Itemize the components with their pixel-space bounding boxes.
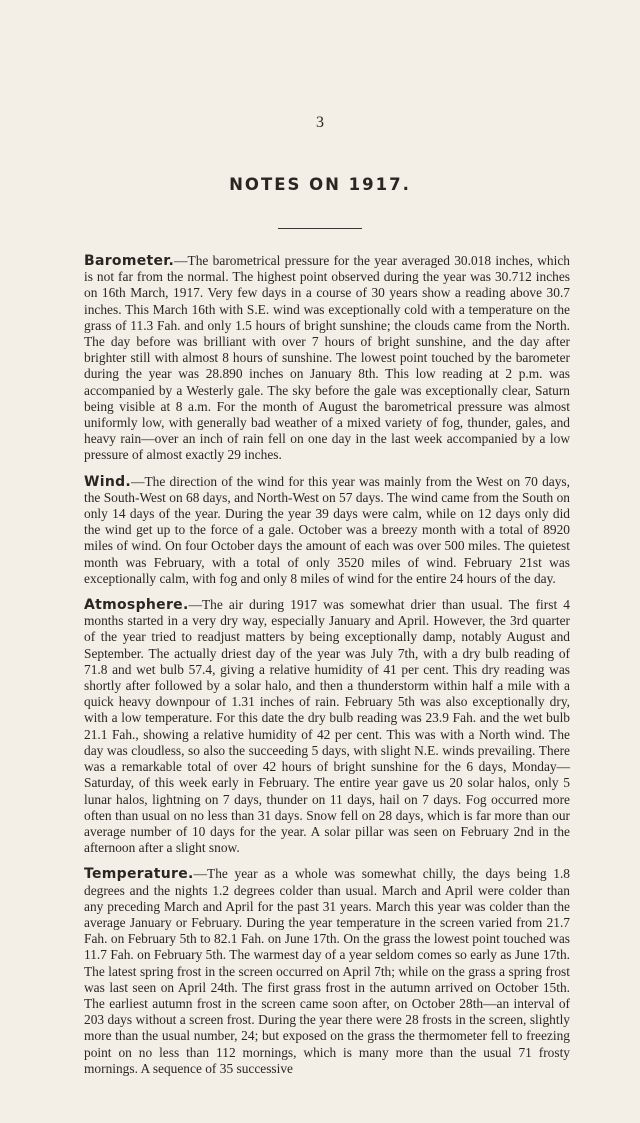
section-barometer [84, 253, 570, 464]
section-text: —The air during 1917 was somewhat drier than usual. The first 4 months started in a very dry way, especially January and April. However, the 3rd quarter of the year tried to readjust matters by being exceptionally damp, notably August and September. The actually driest day of the year was July 7th, with a dry bulb reading of 71.8 and wet bulb 57.4, giving a relative humidity of 41 per cent. This dry reading was shortly after followed by a solar halo, and then a thunderstorm within half a mile with a quick heavy downpour of 1.31 inches of rain. February 5th was also exceptionally dry, with a low temperature. For this date the dry bulb reading was 23.9 Fah. and the wet bulb 21.1 Fah., showing a relative humidity of 42 per cent. This was with a North wind. The day was cloudless, so also the succeeding 5 days, with slight N.E. winds prevailing. There was a remarkable total of over 42 hours of bright sunshine for the 6 days, Monday—Saturday, of this week early in February. The entire year gave us 20 solar halos, only 5 lunar halos, lightning on 7 days, thunder on 11 days, hail on 7 days. Fog occurred more often than usual on no less than 31 days. Snow fell on 28 days, which is far more than our average number of 10 days for the year. A solar pillar was seen on February 2nd in the afternoon after a slight snow. [84, 597, 570, 856]
section-temperature [84, 866, 570, 1077]
page-number: 3 [316, 114, 324, 131]
section-heading: Barometer. [84, 253, 175, 269]
section-wind [84, 474, 570, 587]
section-text: —The barometrical pressure for the year averaged 30.018 inches, which is not far from the normal. The highest point observed during the year was 30.712 inches on 16th March, 1917. Very few days in a course of 30 years show a reading above 30.7 inches. This March 16th with S.E. wind was exceptionally cold with a temperature on the grass of 11.3 Fah. and only 1.5 hours of bright sunshine; the clouds came from the North. The day before was brilliant with over 7 hours of bright sunshine, and the day after brighter still with almost 8 hours of sunshine. The lowest point touched by the barometer during the year was 28.890 inches on January 8th. This low reading at 2 p.m. was accompanied by a Westerly gale. The sky before the gale was exceptionally clear, Saturn being visible at 8 a.m. For the month of August the barometrical pressure was almost uniformly low, with generally bad weather of a mixed variety of fog, thunder, gales, and heavy rain—over an inch of rain fell on one day in the last week accompanied by a low pressure of almost exactly 29 inches. [84, 253, 570, 463]
section-heading: Atmosphere. [84, 597, 189, 614]
section-text: —The year as a whole was somewhat chilly, the days being 1.8 degrees and the nights 1.2 degrees colder than usual. March and April were colder than any preceding March and April for the past 31 years. March this year was colder than the average January or February. During the year temperature in the screen varied from 21.7 Fah. on February 5th to 82.1 Fah. on June 17th. On the grass the lowest point touched was 11.7 Fah. on February 5th. The warmest day of a year seldom comes so early as June 17th. The latest spring frost in the screen occurred on April 7th; while on the grass a spring frost was last seen on April 24th. The first grass frost in the autumn arrived on October 15th. The earliest autumn frost in the screen came soon after, on October 28th—an interval of 203 days without a screen frost. During the year there were 28 frosts in the screen, slightly more than the usual number, 24; but exposed on the grass the thermometer fell to freezing point on no less than 112 mornings, which is many more than the usual 71 frosty mornings. A sequence of 35 successive [84, 866, 570, 1076]
section-atmosphere [84, 597, 570, 856]
page-title: NOTES ON 1917. [229, 175, 411, 194]
notes-body [84, 253, 570, 1087]
section-text: —The direction of the wind for this year was mainly from the West on 70 days, the South-West on 68 days, and North-West on 57 days. The wind came from the South on only 14 days of the year. During the year 39 days were calm, while on 12 days only did the wind get up to the force of a gale. October was a breezy month with a total of 8920 miles of wind. On four October days the amount of each was over 500 miles. The quietest month was February, with a total of only 3520 miles of wind. February 21st was exceptionally calm, with fog and only 8 miles of wind for the entire 24 hours of the day. [84, 473, 570, 586]
section-heading: Temperature. [84, 866, 194, 883]
title-divider [278, 228, 362, 229]
section-heading: Wind. [84, 473, 132, 490]
